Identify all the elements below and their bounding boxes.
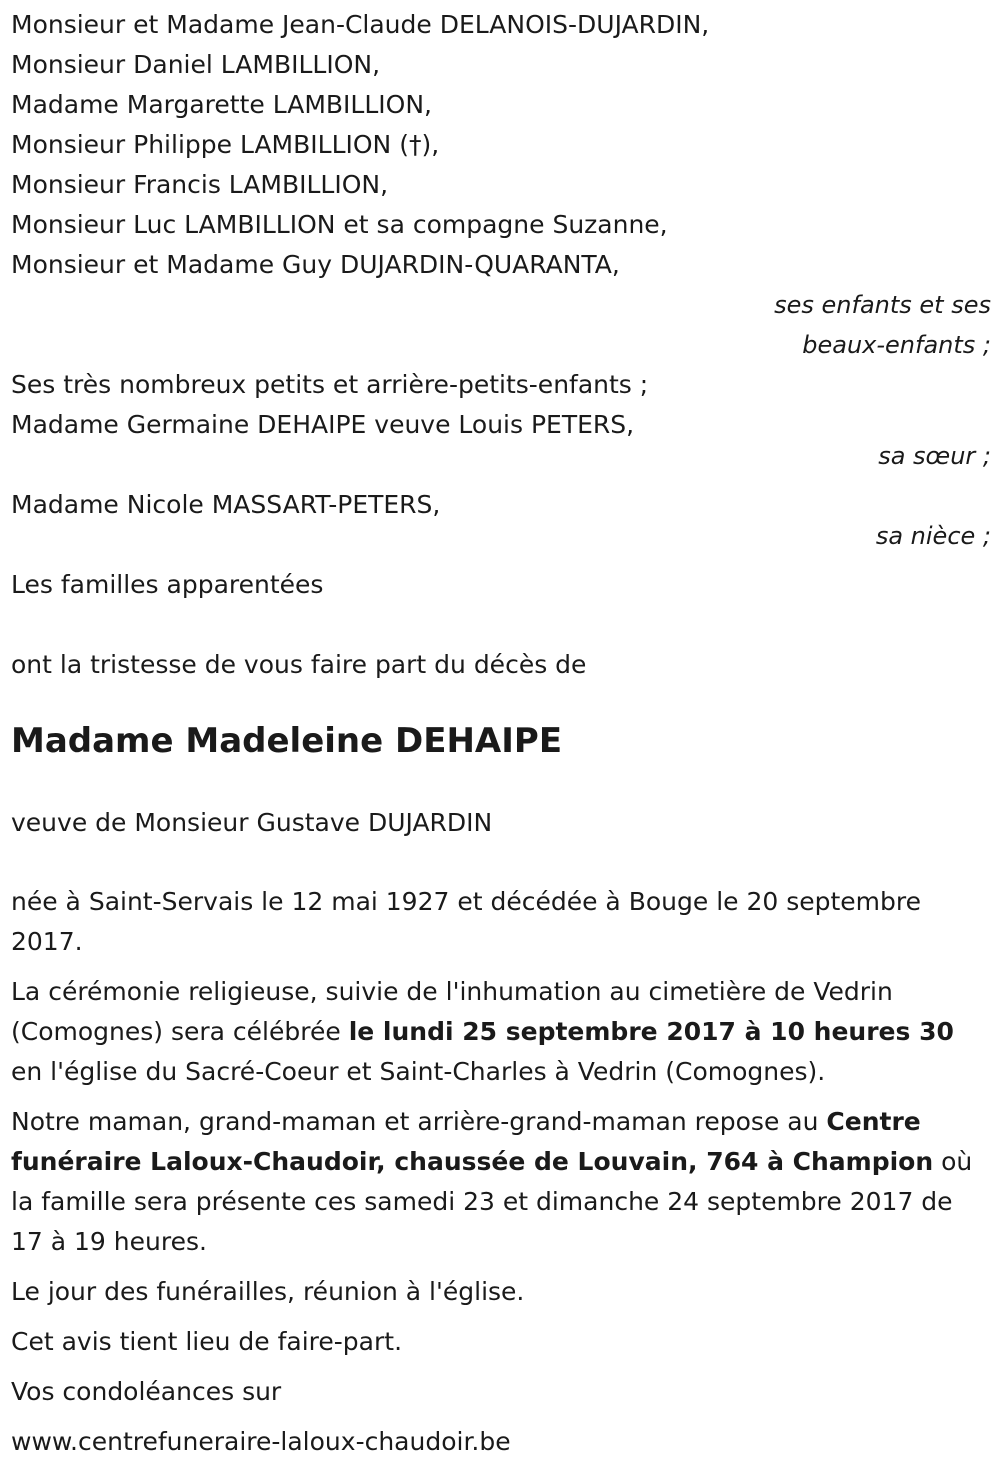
spacer — [11, 605, 991, 645]
sister-line: Madame Germaine DEHAIPE veuve Louis PETERS, — [11, 410, 635, 439]
widow-of-line: veuve de Monsieur Gustave DUJARDIN — [11, 808, 493, 837]
rest-text-after: où la famille sera présente ces samedi 23 et dimanche 24 septembre 2017 de 17 à 19 heures. — [11, 1147, 973, 1256]
ceremony-paragraph — [11, 972, 991, 1092]
children-role-line-2: beaux-enfants ; — [802, 331, 991, 359]
relatives-line: Les familles apparentées — [11, 570, 324, 599]
niece-role: sa nièce ; — [875, 522, 991, 550]
obituary-notice — [11, 5, 991, 1462]
notice-paragraph: Cet avis tient lieu de faire-part. — [11, 1327, 403, 1356]
rest-place: Centre funéraire Laloux-Chaudoir, chaussée de Louvain, 764 à Champion — [11, 1107, 934, 1176]
family-line-1: Monsieur et Madame Jean-Claude DELANOIS-DUJARDIN, — [11, 10, 710, 39]
ceremony-date: le lundi 25 septembre 2017 à 10 heures 30 — [348, 1017, 954, 1046]
funeral-day-paragraph: Le jour des funérailles, réunion à l'église. — [11, 1277, 525, 1306]
family-line-3: Madame Margarette LAMBILLION, — [11, 90, 432, 119]
family-line-2: Monsieur Daniel LAMBILLION, — [11, 50, 381, 79]
grandchildren-line: Ses très nombreux petits et arrière-petits-enfants ; — [11, 370, 649, 399]
family-line-7: Monsieur et Madame Guy DUJARDIN-QUARANTA, — [11, 250, 620, 279]
family-line-6: Monsieur Luc LAMBILLION et sa compagne Suzanne, — [11, 210, 668, 239]
children-role-line-1: ses enfants et ses — [774, 291, 991, 319]
deceased-name: Madame Madeleine DEHAIPE — [11, 721, 563, 761]
rest-paragraph — [11, 1102, 991, 1262]
family-line-4: Monsieur Philippe LAMBILLION (†), — [11, 130, 440, 159]
ceremony-text-after: en l'église du Sacré-Coeur et Saint-Charles à Vedrin (Comognes). — [11, 1057, 826, 1086]
ceremony-text-before: La cérémonie religieuse, suivie de l'inhumation au cimetière de Vedrin (Comognes) sera célébrée — [11, 977, 893, 1046]
sister-role: sa sœur ; — [878, 442, 991, 470]
announcement-line: ont la tristesse de vous faire part du décès de — [11, 650, 587, 679]
niece-line: Madame Nicole MASSART-PETERS, — [11, 490, 441, 519]
condolences-url: www.centrefuneraire-laloux-chaudoir.be — [11, 1427, 511, 1456]
condolences-label: Vos condoléances sur — [11, 1377, 282, 1406]
rest-text-before: Notre maman, grand-maman et arrière-grand-maman repose au — [11, 1107, 827, 1136]
family-line-5: Monsieur Francis LAMBILLION, — [11, 170, 389, 199]
birth-death-paragraph: née à Saint-Servais le 12 mai 1927 et décédée à Bouge le 20 septembre 2017. — [11, 887, 922, 956]
